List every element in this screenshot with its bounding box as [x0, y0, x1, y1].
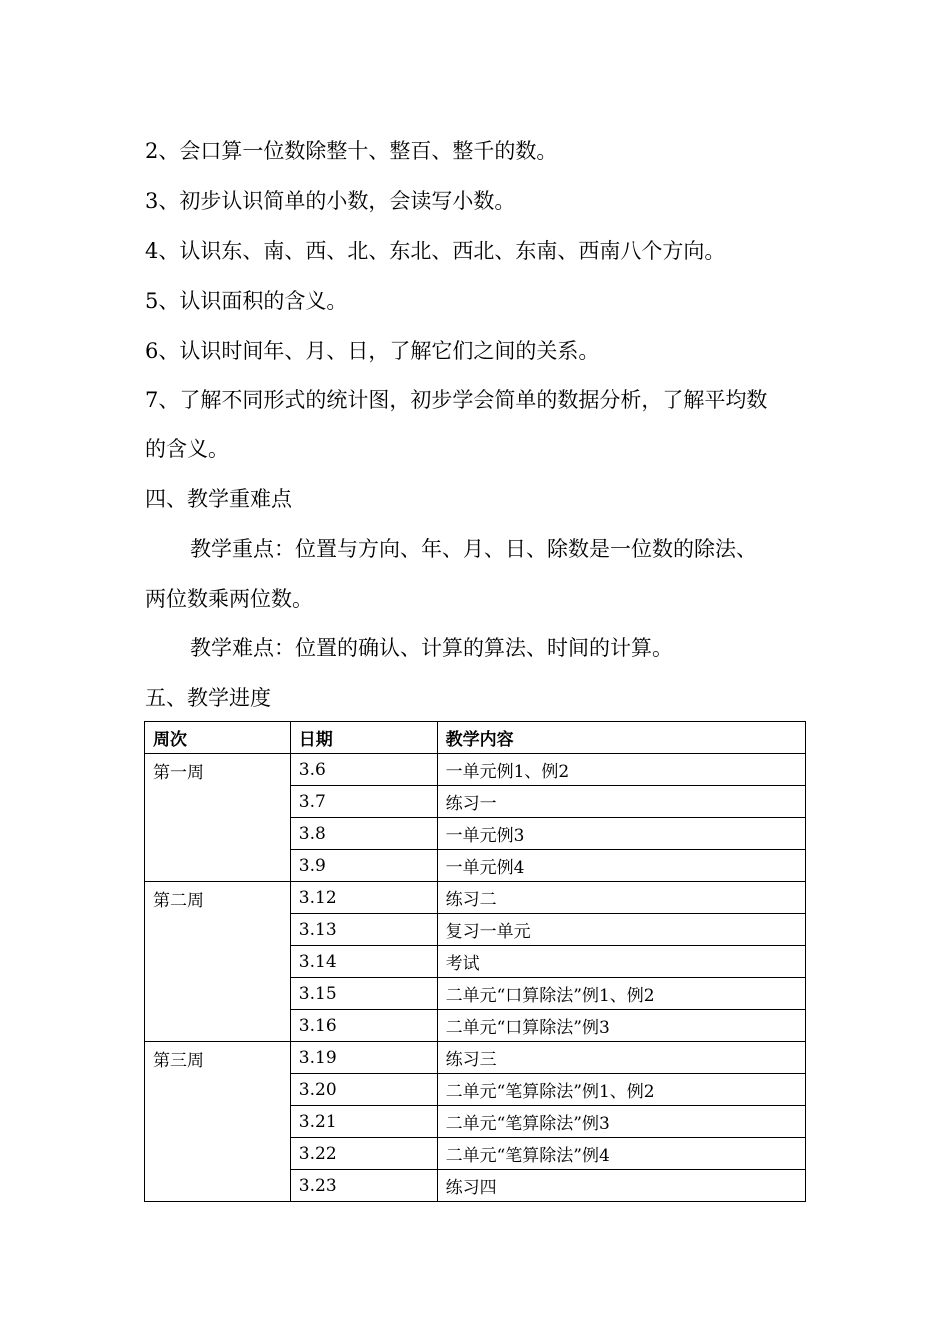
- content-cell: 练习四: [437, 1170, 805, 1202]
- content-cell: 一单元例1、例2: [437, 754, 805, 786]
- section-heading-schedule: 五、教学进度: [145, 686, 271, 710]
- date-cell: 3.20: [290, 1074, 437, 1106]
- content-cell: 练习三: [437, 1042, 805, 1074]
- content-cell: 二单元“笔算除法”例1、例2: [437, 1074, 805, 1106]
- objective-line: 4、认识东、南、西、北、东北、西北、东南、西南八个方向。: [145, 239, 726, 263]
- objective-line: 7、了解不同形式的统计图，初步学会简单的数据分析，了解平均数: [145, 388, 768, 412]
- key-points-paragraph-continuation: 两位数乘两位数。: [145, 587, 313, 611]
- content-cell: 练习二: [437, 882, 805, 914]
- date-cell: 3.12: [290, 882, 437, 914]
- week-cell: 第三周: [145, 1042, 291, 1202]
- key-points-paragraph: 教学重点：位置与方向、年、月、日、除数是一位数的除法、: [190, 537, 757, 561]
- objective-line: 5、认识面积的含义。: [145, 289, 348, 313]
- week-cell: 第二周: [145, 882, 291, 1042]
- date-cell: 3.6: [290, 754, 437, 786]
- objective-line: 2、会口算一位数除整十、整百、整千的数。: [145, 139, 558, 163]
- table-header-row: [145, 722, 806, 754]
- difficulties-paragraph: 教学难点：位置的确认、计算的算法、时间的计算。: [190, 636, 673, 660]
- column-header-date: 日期: [290, 722, 437, 754]
- content-cell: 复习一单元: [437, 914, 805, 946]
- column-header-week: 周次: [145, 722, 291, 754]
- date-cell: 3.16: [290, 1010, 437, 1042]
- content-cell: 二单元“笔算除法”例4: [437, 1138, 805, 1170]
- content-cell: 二单元“口算除法”例3: [437, 1010, 805, 1042]
- content-cell: 练习一: [437, 786, 805, 818]
- date-cell: 3.19: [290, 1042, 437, 1074]
- table-row: [145, 754, 806, 786]
- objective-line: 6、认识时间年、月、日，了解它们之间的关系。: [145, 339, 600, 363]
- week-cell: 第一周: [145, 754, 291, 882]
- objective-line-continuation: 的含义。: [145, 437, 229, 461]
- date-cell: 3.14: [290, 946, 437, 978]
- date-cell: 3.13: [290, 914, 437, 946]
- table-row: [145, 882, 806, 914]
- date-cell: 3.15: [290, 978, 437, 1010]
- schedule-table: [144, 721, 806, 1202]
- date-cell: 3.8: [290, 818, 437, 850]
- content-cell: 一单元例4: [437, 850, 805, 882]
- content-cell: 二单元“笔算除法”例3: [437, 1106, 805, 1138]
- date-cell: 3.7: [290, 786, 437, 818]
- objective-line: 3、初步认识简单的小数，会读写小数。: [145, 189, 516, 213]
- date-cell: 3.21: [290, 1106, 437, 1138]
- content-cell: 考试: [437, 946, 805, 978]
- date-cell: 3.23: [290, 1170, 437, 1202]
- date-cell: 3.22: [290, 1138, 437, 1170]
- date-cell: 3.9: [290, 850, 437, 882]
- table-row: [145, 1042, 806, 1074]
- column-header-content: 教学内容: [437, 722, 805, 754]
- content-cell: 二单元“口算除法”例1、例2: [437, 978, 805, 1010]
- section-heading-key-difficult-points: 四、教学重难点: [145, 487, 292, 511]
- content-cell: 一单元例3: [437, 818, 805, 850]
